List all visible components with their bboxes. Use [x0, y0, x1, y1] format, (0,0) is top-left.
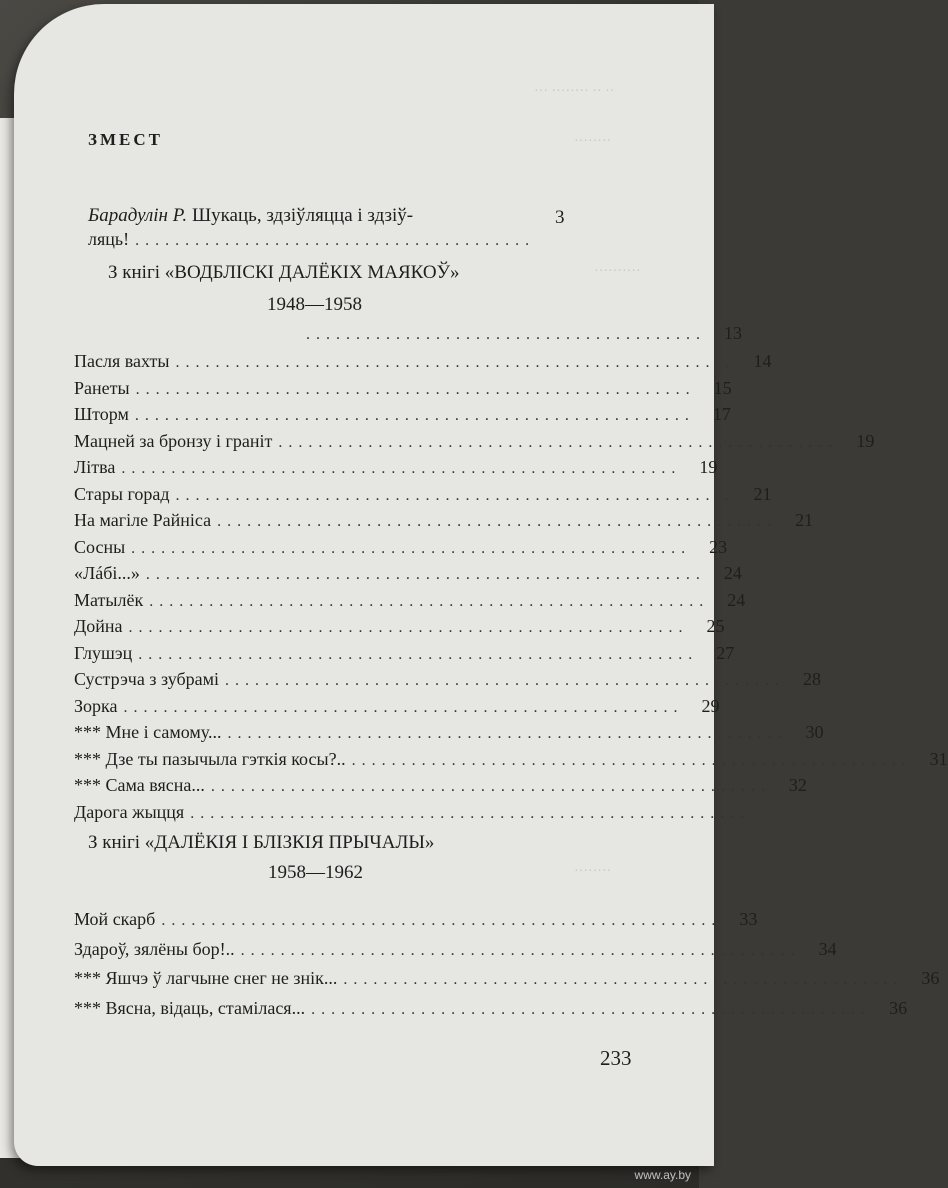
toc-title: Шторм — [74, 404, 129, 424]
toc-title: Ранеты — [74, 377, 130, 398]
toc-page: 23 — [709, 536, 728, 557]
toc-page: 36 — [889, 997, 908, 1018]
toc-row — [74, 428, 875, 452]
leader-dots: ........................................................ — [210, 778, 771, 795]
leader-dots: ........................................................ — [121, 460, 682, 477]
toc-title: Глушэц — [74, 642, 133, 663]
toc-row — [74, 454, 718, 478]
intro-title-line2: ляць! — [88, 229, 130, 249]
leader-dots: ........................................................ — [217, 513, 778, 530]
toc-page: 24 — [723, 563, 742, 583]
toc-page: 19 — [856, 430, 875, 451]
intro-line1 — [88, 205, 413, 227]
toc-page: 28 — [803, 669, 821, 689]
toc-title: *** Мне і самому... — [74, 722, 222, 742]
leader-dots: ........................................................ — [240, 941, 801, 959]
section2-title: З кнігі «ДАЛЁКІЯ І БЛІЗКІЯ ПРЫЧАЛЫ» — [88, 832, 435, 853]
leader-dots: ........................................................ — [175, 354, 736, 371]
toc-page: 21 — [753, 483, 772, 504]
leader-dots: ........................................................ — [161, 912, 722, 929]
leader-dots: ........................................................ — [138, 645, 699, 663]
leader-dots: ........................................................ — [145, 566, 706, 583]
toc-title: *** Вясна, відаць, стамілася... — [74, 997, 306, 1018]
toc-page: 31 — [929, 748, 948, 769]
leader-dots: ........................................................ — [123, 698, 684, 716]
toc-page: 33 — [739, 909, 758, 929]
toc-title: Стары горад — [74, 483, 170, 504]
leader-dots: ........................................................ — [175, 486, 736, 504]
toc-row — [74, 799, 751, 823]
toc-page: 36 — [921, 968, 940, 988]
page-number: 233 — [600, 1046, 632, 1070]
intro-title-line1: Шукаць, здзіўляцца і здзіў- — [191, 205, 414, 226]
leader-dots: ........................................................ — [311, 1000, 872, 1018]
section2-years: 1958—1962 — [268, 862, 363, 883]
toc-title: «Лáбі...» — [74, 563, 140, 583]
section1-years: 1948—1958 — [267, 294, 362, 315]
leader-dots: ........................................................ — [227, 725, 788, 742]
toc-page: 32 — [788, 775, 807, 795]
leader-dots: ........................................................ — [225, 672, 785, 689]
toc-title: Матылёк — [74, 589, 144, 610]
book-page: ··· ········ ·· ·· ········ ·········· ········ — [14, 4, 714, 1166]
toc-title: Дарога жыцця — [74, 801, 185, 822]
toc-title: *** Яшчэ ў лагчыне снег не знік... — [74, 968, 338, 988]
toc-row — [74, 719, 824, 743]
toc-title: Сосны — [74, 536, 126, 557]
toc-title: Мацней за бронзу і граніт — [74, 430, 273, 451]
toc-row — [74, 995, 908, 1019]
toc-title: Здароў, зялёны бор!.. — [74, 938, 235, 959]
leader-dots: ........................................................ — [278, 433, 839, 451]
leader-dots: ........................................................ — [128, 619, 689, 636]
section1-first-row — [300, 320, 742, 344]
toc-title: На магіле Райніса — [74, 510, 212, 530]
intro-page: 3 — [555, 207, 565, 228]
toc-title: Зорка — [74, 695, 118, 716]
toc-row — [74, 507, 814, 531]
intro-line2 — [88, 226, 536, 250]
toc-page: 27 — [716, 642, 735, 663]
toc-row — [74, 560, 742, 584]
toc-page: 34 — [818, 938, 837, 959]
toc-page: 29 — [701, 695, 720, 716]
toc-page: 14 — [753, 351, 772, 371]
toc-row — [74, 666, 821, 690]
section1-title: З кнігі «ВОДБЛІСКІ ДАЛЁКІХ МАЯКОЎ» — [108, 262, 460, 283]
toc-row — [74, 906, 758, 930]
leader-dots: ........................................................ — [131, 539, 692, 557]
toc-row — [74, 965, 940, 989]
leader-dots: ........................................................ — [135, 380, 696, 398]
toc-page: 15 — [713, 377, 732, 398]
toc-row — [74, 587, 746, 611]
toc-page: 25 — [706, 616, 725, 636]
toc-page: 24 — [727, 589, 746, 610]
leader-dots: ........................................................ — [149, 592, 710, 610]
toc-title: Мой скарб — [74, 909, 156, 929]
leader-dots: ........................................ — [135, 232, 536, 249]
leader-dots: ........................................................ — [134, 407, 695, 424]
toc-title: *** Сама вясна... — [74, 775, 205, 795]
toc-title: Літва — [74, 457, 116, 477]
leader-dots: ........................................ — [306, 326, 706, 343]
leader-dots: ........................................................ — [351, 751, 912, 769]
toc-row — [74, 348, 772, 372]
toc-row — [74, 936, 837, 960]
toc-page: 19 — [699, 457, 718, 477]
toc-page: 17 — [712, 404, 731, 424]
toc-title: *** Дзе ты пазычыла гэткія косы?.. — [74, 748, 346, 769]
toc-row — [74, 693, 720, 717]
toc-row — [74, 746, 948, 770]
intro-author: Барадулін Р. — [88, 205, 188, 226]
toc-page: 30 — [805, 722, 824, 742]
toc-page: 21 — [795, 510, 814, 530]
section1-first-page: 13 — [724, 323, 742, 343]
toc-row — [74, 401, 731, 425]
toc-row — [74, 772, 807, 796]
toc-title: Пасля вахты — [74, 351, 170, 371]
toc-row — [74, 534, 728, 558]
leader-dots: ........................................................ — [190, 804, 751, 822]
toc-row — [74, 481, 772, 505]
toc-row — [74, 613, 725, 637]
leader-dots: ........................................................ — [343, 971, 904, 988]
toc-row — [74, 640, 735, 664]
contents-heading: ЗМЕСТ — [88, 130, 163, 149]
toc-title: Сустрэча з зубрамі — [74, 669, 219, 689]
watermark: www.ay.by — [634, 1168, 691, 1182]
toc-title: Дойна — [74, 616, 123, 636]
toc-row — [74, 375, 732, 399]
